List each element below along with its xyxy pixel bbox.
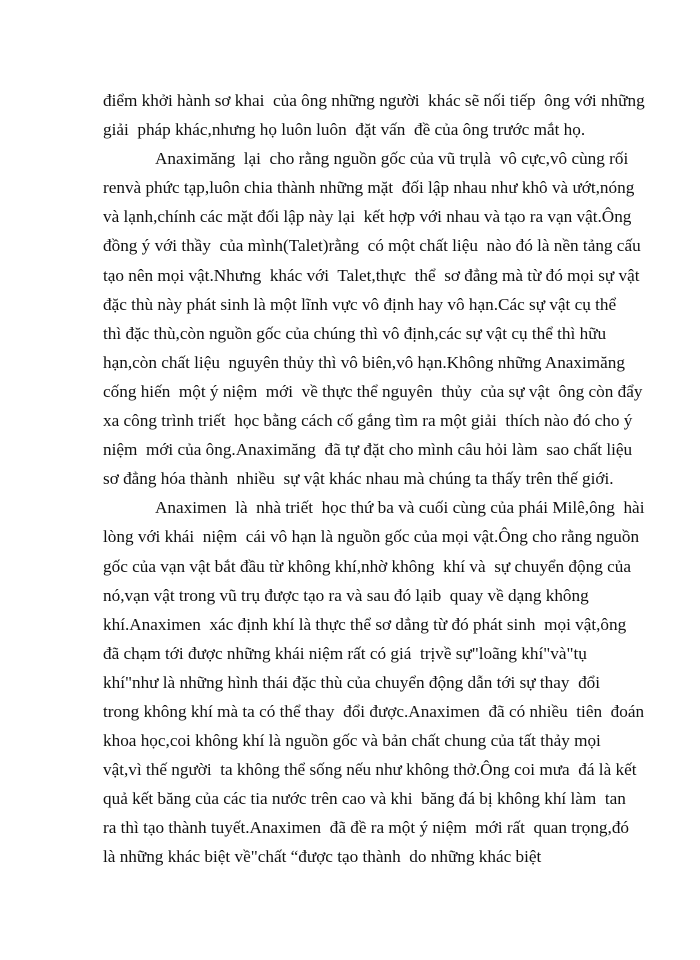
text-line: và lạnh,chính các mặt đối lập này lại kết hợp với nhau và tạo ra vạn vật.Ông (103, 207, 632, 227)
text-line: khoa học,coi không khí là nguồn gốc và bản chất chung của tất thảy mọi (103, 731, 601, 751)
text-line: xa công trình triết học bằng cách cố gắng tìm ra một giải thích nào đó cho ý (103, 411, 633, 431)
paragraph-first-line: Anaximăng lại cho rằng nguồn gốc của vũ trụlà vô cực,vô cùng rối (155, 149, 629, 169)
paragraph-first-line: Anaximen là nhà triết học thứ ba và cuối cùng của phái Milê,ông hài (155, 498, 645, 518)
text-line: là những khác biệt về"chất “được tạo thành do những khác biệt (103, 847, 542, 867)
text-line: nó,vạn vật trong vũ trụ được tạo ra và sau đó lạib quay về dạng không (103, 585, 589, 605)
text-line: khí.Anaximen xác định khí là thực thể sơ dẳng từ đó phát sinh mọi vật,ông (103, 614, 627, 634)
text-line: giải pháp khác,nhưng họ luôn luôn đặt vấn đề của ông trước mắt họ. (103, 120, 586, 140)
text-line: niệm mới của ông.Anaximăng đã tự đặt cho mình câu hỏi làm sao chất liệu (103, 440, 633, 460)
text-line: đã chạm tới được những khái niệm rất có giá trịvề sự"loãng khí"và"tụ (103, 643, 587, 663)
text-line: điểm khởi hành sơ khai của ông những người khác sẽ nối tiếp ông với những (103, 91, 645, 110)
text-line: ra thì tạo thành tuyết.Anaximen đã đề ra một ý niệm mới rất quan trọng,đó (103, 818, 630, 838)
document-body-text (103, 86, 645, 872)
text-line: vật,vì thế người ta không thể sống nếu như không thở.Ông coi mưa đá là kết (103, 760, 637, 780)
text-line: thì đặc thù,còn nguồn gốc của chúng thì vô định,các sự vật cụ thể thì hữu (103, 323, 607, 343)
text-line: trong không khí mà ta có thể thay đổi được.Anaximen đã có nhiều tiên đoán (103, 701, 645, 721)
text-line: đặc thù này phát sinh là một lĩnh vực vô định hay vô hạn.Các sự vật cụ thể (103, 294, 617, 314)
text-line: đồng ý với thầy của mình(Talet)rằng có một chất liệu nào đó là nền tảng cấu (103, 236, 641, 256)
text-line: hạn,còn chất liệu nguyên thủy thì vô biên,vô hạn.Không những Anaximăng (103, 352, 625, 372)
text-line: tạo nên mọi vật.Nhưng khác với Talet,thực thể sơ đẳng mà từ đó mọi sự vật (103, 265, 640, 285)
text-line: khí"như là những hình thái đặc thù của chuyển động dẫn tới sự thay đổi (103, 672, 601, 692)
text-line: sơ đẳng hóa thành nhiều sự vật khác nhau mà chúng ta thấy trên thế giới. (103, 469, 614, 489)
text-line: cống hiến một ý niệm mới về thực thể nguyên thủy của sự vật ông còn đẩy (103, 381, 643, 401)
text-line: lòng với khái niệm cái vô hạn là nguồn gốc của mọi vật.Ông cho rằng nguồn (103, 527, 640, 547)
text-line: gốc của vạn vật bắt đầu từ không khí,nhờ không khí và sự chuyển động của (103, 556, 631, 576)
text-line: quả kết băng của các tia nước trên cao và khi băng đá bị không khí làm tan (103, 789, 626, 809)
text-line: renvà phức tạp,luôn chia thành những mặt đối lập nhau như khô và ướt,nóng (103, 178, 635, 198)
